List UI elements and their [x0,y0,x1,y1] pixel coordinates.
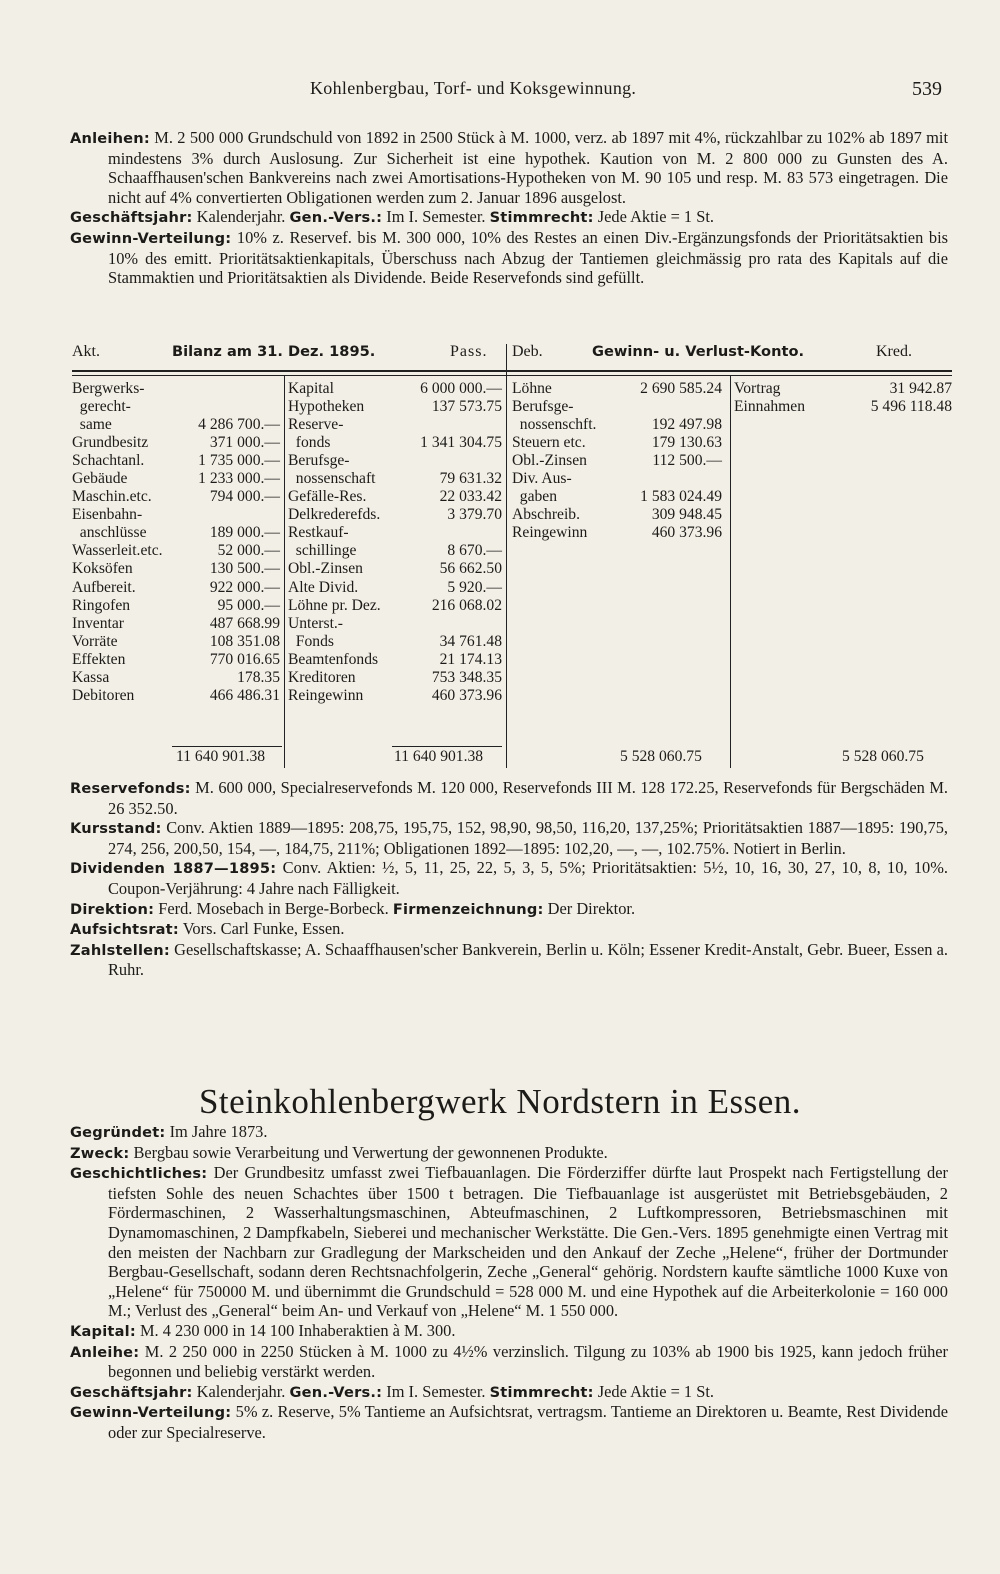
passiva-row [288,615,502,633]
passiva-row [288,633,502,651]
aktiva-row [72,597,280,615]
passiva-row [288,542,502,560]
debet-column [512,380,722,542]
aktiva-item-name: Kassa [72,668,110,686]
passiva-item-name: Kreditoren [288,668,356,686]
balance-sheet [72,380,952,770]
aktiva-total-rule [172,746,282,747]
section-reservefonds [70,778,948,980]
passiva-row [288,380,502,398]
aktiva-row [72,560,280,578]
aktiva-row [72,651,280,669]
kredit-item-value: 31 942.87 [889,380,952,397]
debet-row [512,452,722,470]
passiva-row [288,560,502,578]
passiva-column [288,380,502,705]
aktiva-item-name: Schachtanl. [72,452,145,470]
aktiva-item-value: 4 286 700.— [198,416,280,434]
passiva-row [288,687,502,705]
passiva-item-name: Reingewinn [288,686,364,704]
passiva-item-value: 460 373.96 [431,686,502,704]
debet-item-value: 112 500.— [652,452,722,470]
passiva-row [288,579,502,597]
aktiva-row [72,434,280,452]
passiva-row [288,524,502,542]
debet-item-name: Abschreib. [512,506,580,524]
paragraph-reservefonds: Reservefonds: M. 600 000, Specialreservefonds M. 120 000, Reservefonds III M. 128 172.25, Reservefonds für Bergschäden M. 26 352.50. [70,778,948,818]
aktiva-item-name: Wasserleit.etc. [72,542,163,560]
aktiva-item-value: 922 000.— [209,578,280,596]
passiva-item-value: 56 662.50 [439,560,502,578]
page-number: 539 [912,78,942,100]
debet-item-name: Div. Aus- [512,470,572,488]
aktiva-row [72,506,280,524]
aktiva-row [72,452,280,470]
debet-item-name: Löhne [512,380,552,397]
passiva-item-name: Obl.-Zinsen [288,560,363,578]
passiva-row [288,452,502,470]
debet-row [512,488,722,506]
aktiva-item-value: 95 000.— [217,596,280,614]
paragraph-gewinn-verteilung: Gewinn-Verteilung: 10% z. Reservef. bis M. 300 000, 10% des Restes an einen Div.-Ergänzungsfonds der Prioritätsaktien bis 10% des emitt. Prioritätsaktienkapitals, Überschuss nach Abzug der Tantiemen gleichmässig pro rata des Kapitals auf die Stammaktien und Prioritätsaktien als Dividende. Beide Reservefonds sind gefüllt. [70,227,948,288]
balance-top-rule [72,370,952,372]
aktiva-item-value: 178.35 [237,668,280,686]
aktiva-item-name: anschlüsse [72,524,147,542]
passiva-item-name: Hypotheken [288,398,365,416]
passiva-item-name: Reserve- [288,416,344,434]
passiva-item-value: 3 379.70 [447,506,502,524]
aktiva-item-value: 130 500.— [209,560,280,578]
passiva-total-rule [392,746,502,747]
aktiva-item-value: 371 000.— [209,434,280,452]
header-title: Kohlenbergbau, Torf- und Koksgewinnung. [310,78,637,98]
debet-item-name: Steuern etc. [512,434,586,452]
aktiva-item-name: Eisenbahn- [72,506,143,524]
paragraph-aufsichtsrat: Aufsichtsrat: Vors. Carl Funke, Essen. [70,919,345,939]
deb-label: Deb. [512,343,543,360]
aktiva-item-name: Bergwerks- [72,380,145,397]
aktiva-row [72,615,280,633]
aktiva-row [72,669,280,687]
paragraph-geschaeftsjahr: Geschäftsjahr: Kalenderjahr. Gen.-Vers.: Im I. Semester. Stimmrecht: Jede Aktie = 1 St. [70,207,714,227]
passiva-item-name: schillinge [288,542,357,560]
paragraph-gewinn-verteilung-2: Gewinn-Verteilung: 5% z. Reserve, 5% Tantieme an Aufsichtsrat, vertragsm. Tantieme an Direktoren u. Beamte, Rest Dividende oder zur Specialreserve. [70,1402,948,1442]
debet-item-name: Obl.-Zinsen [512,452,587,470]
aktiva-item-name: Effekten [72,650,126,668]
paragraph-direktion: Direktion: Ferd. Mosebach in Berge-Borbeck. Firmenzeichnung: Der Direktor. [70,898,636,918]
aktiva-item-value: 487 668.99 [209,614,280,632]
paragraph-zahlstellen: Zahlstellen: Gesellschaftskasse; A. Schaaffhausen'scher Bankverein, Berlin u. Köln; Essener Kredit-Anstalt, Gebr. Bueer, Essen a. Ruhr. [70,939,948,980]
aktiva-item-value: 794 000.— [209,488,280,506]
passiva-item-value: 8 670.— [447,542,502,560]
passiva-item-name: Berufsge- [288,452,350,470]
debet-row [512,434,722,452]
debet-row [512,470,722,488]
aktiva-item-name: same [72,416,112,434]
debet-item-name: gaben [512,488,558,506]
aktiva-item-name: Ringofen [72,596,131,614]
passiva-item-name: Gefälle-Res. [288,488,367,506]
aktiva-row [72,380,280,398]
aktiva-column [72,380,280,705]
aktiva-row [72,488,280,506]
aktiva-item-value: 52 000.— [217,542,280,560]
aktiva-row [72,470,280,488]
company-title: Steinkohlenbergwerk Nordstern in Essen. [198,1082,802,1121]
paragraph-anleihen: Anleihen: M. 2 500 000 Grundschuld von 1892 in 2500 Stück à M. 1000, verz. ab 1897 mit 4%, rückzahlbar zu 102% ab 1897 mit mindestens 3% durch Auslosung. Zur Sicherheit ist eine hypothek. Kaution von M. 2 800 000 zu Gunsten des A. Schaaffhausen'schen Bankvereins nach zwei Amortisations-Hypotheken von M. 90 105 und resp. M. 83 573 eingetragen. Die nicht auf 4% convertierten Obligationen werden zum 2. Januar 1896 ausgelost. [70,128,948,207]
debet-row [512,506,722,524]
debet-item-name: nossenschft. [512,416,597,434]
debet-item-value: 460 373.96 [651,524,722,542]
passiva-item-name: nossenschaft [288,470,376,488]
paragraph-anleihe: Anleihe: M. 2 250 000 in 2250 Stücken à M. 1000 zu 4½% verzinslich. Tilgung zu 103% ab 1900 bis 1925, kann jedoch früher begonnen und beliebig verstärkt werden. [70,1341,948,1382]
aktiva-item-value: 770 016.65 [209,650,280,668]
passiva-row [288,434,502,452]
passiva-row [288,597,502,615]
passiva-item-name: Restkauf- [288,524,349,542]
kredit-total: 5 528 060.75 [842,748,924,765]
paragraph-kapital: Kapital: M. 4 230 000 in 14 100 Inhaberaktien à M. 300. [70,1320,456,1340]
passiva-item-value: 216 068.02 [431,596,502,614]
paragraph-geschichtliches: Geschichtliches: Der Grundbesitz umfasst zwei Tiefbauanlagen. Die Förderziffer dürfte laut Prospekt nach Fertigstellung der tiefsten Sohle des neuen Schachtes über 1500 t betragen. Die Tiefbauanlage ist ausgerüstet mit Betriebsgebäuden, 2 Fördermaschinen, 2 Wasserhaltungsmaschinen, Abteufmaschinen, 2 Luftkompressoren, Betriebsmaschinen mit Dynamomaschinen, 2 Dampfkabeln, Sieberei und mechanischer Werkstätte. Die Gen.-Vers. 1895 genehmigte einen Vertrag mit den meisten der Nachbarn zur Gradlegung der Markscheiden und den Ankauf der Zeche „Helene“, früher der Dortmunder Bergbau-Gesellschaft, sodann deren Rechtsnachfolgerin, Zeche „General“ gehörig. Nordstern kaufte sämtliche 1000 Kuxe von „Helene“ für 750000 M. und übernimmt die Grundschuld = 528 000 M. und eine Hypothek auf die Arbeiterkolonie = 160 000 M.; Verlust des „General“ beim An- und Verkauf von „Helene“ M. 1 550 000. [70,1163,948,1321]
debet-item-name: Berufsge- [512,398,574,416]
passiva-item-value: 79 631.32 [439,470,502,488]
aktiva-item-name: Inventar [72,614,124,632]
passiva-item-name: Alte Divid. [288,578,359,596]
balance-header [72,343,950,367]
balance-top-rule-2 [72,375,952,376]
passiva-item-value: 5 920.— [447,578,502,596]
passiva-row [288,506,502,524]
passiva-item-value: 21 174.13 [439,650,502,668]
passiva-item-value: 137 573.75 [431,398,502,416]
aktiva-item-name: Gebäude [72,470,128,488]
paragraph-geschaeftsjahr-2: Geschäftsjahr: Kalenderjahr. Gen.-Vers.: Im I. Semester. Stimmrecht: Jede Aktie = 1 St. [70,1381,714,1401]
debet-row [512,416,722,434]
aktiva-row [72,687,280,705]
bilanz-title: Bilanz am 31. Dez. 1895. [172,343,376,360]
passiva-item-value: 22 033.42 [439,488,502,506]
aktiva-item-name: Grundbesitz [72,434,149,452]
aktiva-row [72,579,280,597]
aktiva-row [72,524,280,542]
debet-row [512,380,722,398]
passiva-row [288,669,502,687]
passiva-item-name: Unterst.- [288,614,343,632]
aktiva-row [72,398,280,416]
aktiva-item-name: Maschin.etc. [72,488,152,506]
passiva-item-name: Kapital [288,380,334,397]
gewinn-title: Gewinn- u. Verlust-Konto. [592,343,805,360]
aktiva-item-name: Debitoren [72,686,135,704]
kred-label: Kred. [876,343,912,360]
aktiva-row [72,542,280,560]
passiva-item-value: 34 761.48 [439,632,502,650]
pass-label: Pass. [450,343,488,360]
aktiva-item-value: 108 351.08 [209,632,280,650]
aktiva-row [72,416,280,434]
paragraph-gegruendet: Gegründet: Im Jahre 1873. [70,1122,268,1141]
passiva-total: 11 640 901.38 [394,748,484,765]
kredit-column [734,380,952,416]
debet-row [512,524,722,542]
debet-item-value: 1 583 024.49 [640,488,722,506]
passiva-item-name: fonds [288,434,331,452]
paragraph-kursstand: Kursstand: Conv. Aktien 1889—1895: 208,75, 195,75, 152, 98,90, 98,50, 116,20, 137,25%; Prioritätsaktien 1887—1895: 190,75, 274, 256, 200,50, 154, —, 184,75, 211%; Obligationen 1892—1895: 102,20, —, —, 102.75%. Notiert in Berlin. [70,818,948,858]
passiva-item-value: 1 341 304.75 [420,434,502,452]
akt-label: Akt. [72,343,100,360]
aktiva-item-name: Vorräte [72,632,118,650]
passiva-item-name: Löhne pr. Dez. [288,596,381,614]
aktiva-item-name: gerecht- [72,398,131,416]
passiva-item-name: Fonds [288,632,334,650]
passiva-row [288,651,502,669]
passiva-row [288,470,502,488]
debet-item-value: 179 130.63 [651,434,722,452]
passiva-row [288,416,502,434]
paragraph-dividenden: Dividenden 1887—1895: Conv. Aktien: ½, 5, 11, 25, 22, 5, 3, 5, 5%; Prioritätsaktien: 5½, 10, 16, 30, 27, 10, 8, 10, 10%. Coupon-Verjährung: 4 Jahre nach Fälligkeit. [70,858,948,898]
paragraph-zweck: Zweck: Bergbau sowie Verarbeitung und Verwertung der gewonnenen Produkte. [70,1142,608,1162]
aktiva-item-value: 1 735 000.— [198,452,280,470]
aktiva-item-value: 189 000.— [209,524,280,542]
section-nordstern [70,1122,948,1443]
passiva-item-name: Delkrederefds. [288,506,381,524]
passiva-item-name: Beamtenfonds [288,650,379,668]
kredit-item-name: Einnahmen [734,398,806,416]
running-header [0,78,1000,102]
passiva-item-value: 6 000 000.— [420,380,502,397]
debet-item-value: 2 690 585.24 [640,380,722,397]
passiva-item-value: 753 348.35 [431,668,502,686]
aktiva-item-name: Koksöfen [72,560,133,578]
aktiva-item-name: Aufbereit. [72,578,136,596]
debet-row [512,398,722,416]
passiva-row [288,398,502,416]
kredit-item-name: Vortrag [734,380,781,397]
kredit-row [734,380,952,398]
passiva-row [288,488,502,506]
debet-item-name: Reingewinn [512,524,588,542]
aktiva-item-value: 466 486.31 [209,686,280,704]
kredit-item-value: 5 496 118.48 [870,398,952,416]
kredit-row [734,398,952,416]
section-anleihen [70,128,948,288]
debet-item-value: 309 948.45 [651,506,722,524]
aktiva-item-value: 1 233 000.— [198,470,280,488]
aktiva-row [72,633,280,651]
debet-total: 5 528 060.75 [620,748,702,765]
aktiva-total: 11 640 901.38 [176,748,266,765]
debet-item-value: 192 497.98 [651,416,722,434]
